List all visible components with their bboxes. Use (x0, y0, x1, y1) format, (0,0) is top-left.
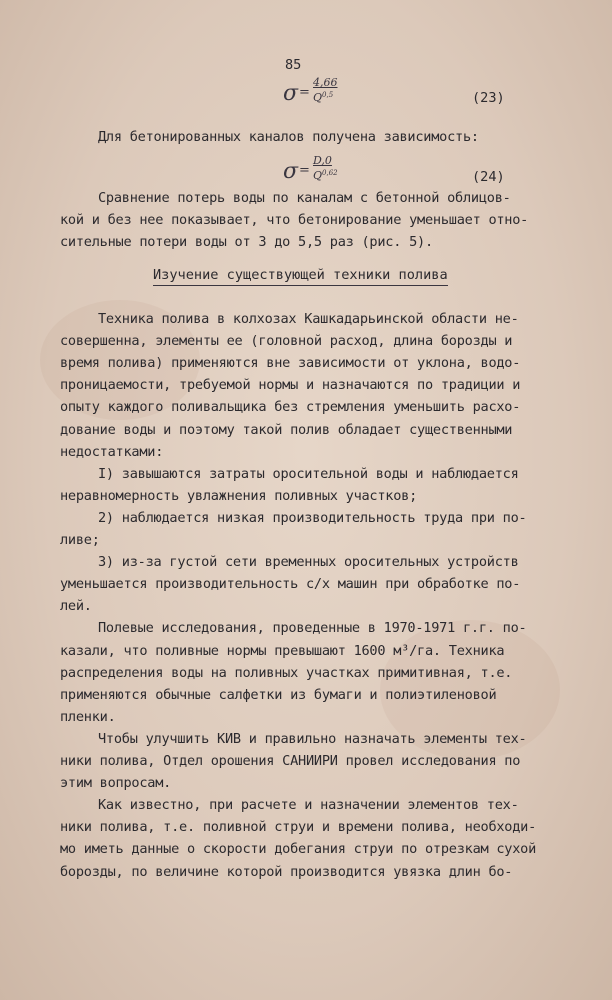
paragraph-line: борозды, по величине которой производится увязка длин бо- (60, 864, 513, 880)
formula-denominator: Q$^{0,5}$ (313, 91, 334, 104)
paragraph-line: проницаемости, требуемой нормы и назначаются по традиции и (60, 377, 521, 393)
paragraph-line: совершенна, элементы ее (головной расход, длина борозды и (60, 333, 513, 349)
formula-exponent: 0,62 (322, 169, 338, 177)
formula-23 (283, 76, 373, 112)
formula-numerator: 4,66 (313, 76, 338, 89)
paragraph-line: распределения воды на поливных участках примитивная, т.е. (60, 665, 513, 681)
paragraph-line: Как известно, при расчете и назначении элементов тех- (98, 797, 519, 813)
paragraph-line: недостатками: (60, 444, 164, 460)
paragraph-line: ливе; (60, 532, 100, 548)
paragraph-line: лей. (60, 598, 92, 614)
paragraph-line: мо иметь данные о скорости добегания струи по отрезкам сухой (60, 841, 537, 857)
paragraph-line: дование воды и поэтому такой полив обладает существенными (60, 422, 513, 438)
intro-concrete-text: Для бетонированных каналов получена зависимость: (98, 129, 479, 145)
formula-numerator: D,0 (313, 154, 332, 167)
formula-symbol: σ (283, 159, 299, 184)
paragraph-line: ники полива, Отдел орошения САНИИРИ провел исследования по (60, 753, 521, 769)
formula-24 (283, 154, 373, 190)
paragraph-line: Техника полива в колхозах Кашкадарьинской области не- (98, 311, 519, 327)
page-number: 85 (285, 57, 302, 73)
section-heading: Изучение существующей техники полива (153, 266, 448, 286)
paragraph-line: кой и без нее показывает, что бетонирование уменьшает отно- (60, 212, 529, 228)
paragraph-line: опыту каждого поливальщика без стремления уменьшить расхо- (60, 399, 521, 415)
paragraph-line: применяются обычные салфетки из бумаги и полиэтиленовой (60, 687, 497, 703)
paragraph-line: время полива) применяются вне зависимости от уклона, водо- (60, 355, 521, 371)
paragraph-line: этим вопросам. (60, 775, 172, 791)
formula-equals: = (299, 85, 310, 100)
paragraph-line: неравномерность увлажнения поливных участков; (60, 488, 418, 504)
paragraph-line: Полевые исследования, проведенные в 1970-1971 г.г. по- (98, 620, 527, 636)
paragraph-line: ники полива, т.е. поливной струи и времени полива, необходи- (60, 819, 537, 835)
paragraph-line: казали, что поливные нормы превышают 1600 м³/га. Техника (60, 643, 505, 659)
paragraph-line: Чтобы улучшить КИВ и правильно назначать элементы тех- (98, 731, 527, 747)
equation-number-24: (24) (472, 169, 505, 185)
paragraph-line: пленки. (60, 709, 116, 725)
formula-denominator: Q$^{0,62}$ (313, 169, 338, 182)
paragraph-line: Сравнение потерь воды по каналам с бетонной облицов- (98, 190, 511, 206)
paragraph-line: 2) наблюдается низкая производительность труда при по- (98, 510, 527, 526)
paragraph-line: сительные потери воды от 3 до 5,5 раз (рис. 5). (60, 234, 433, 250)
paragraph-line: 3) из-за густой сети временных оросительных устройств (98, 554, 519, 570)
equation-number-23: (23) (472, 90, 505, 106)
paragraph-line: I) завышаются затраты оросительной воды и наблюдается (98, 466, 519, 482)
paragraph-line: уменьшается производительность с/х машин при обработке по- (60, 576, 521, 592)
formula-symbol: σ (283, 81, 299, 106)
formula-exponent: 0,5 (322, 91, 334, 99)
formula-equals: = (299, 163, 310, 178)
